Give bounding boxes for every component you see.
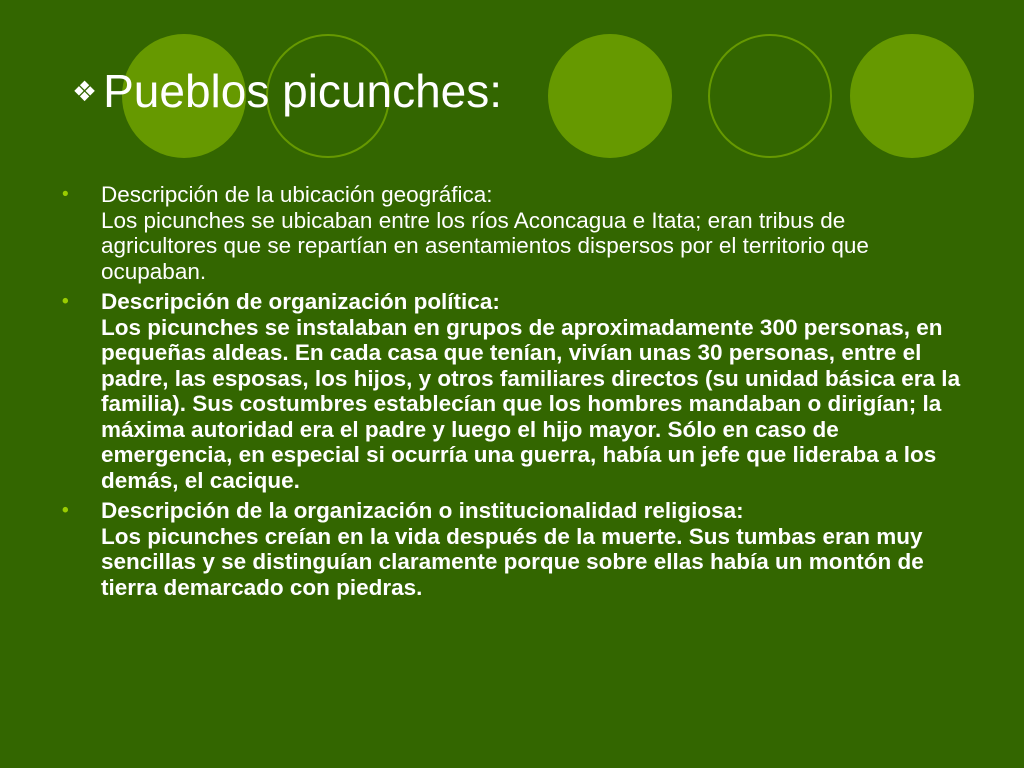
list-item [62, 498, 967, 600]
list-item [62, 182, 967, 284]
decorative-circle-outline [708, 34, 832, 158]
item-body: Los picunches creían en la vida después de la muerte. Sus tumbas eran muy sencillas y se distinguían claramente porque sobre ellas había un montón de tierra demarcado con piedras. [101, 523, 924, 600]
list-item [62, 289, 967, 493]
list-item-text [101, 289, 967, 493]
item-body: Los picunches se instalaban en grupos de aproximadamente 300 personas, en pequeñas aldeas. En cada casa que tenían, vivían unas 30 personas, entre el padre, las esposas, los hijos, y otros familiares directos (su unidad básica era la familia). Sus costumbres establecían que los hombres mandaban o dirigían; la máxima autoridad era el padre y luego el hijo mayor. Sólo en caso de emergencia, en especial si ocurría una guerra, había un jefe que lideraba a los demás, el cacique. [101, 314, 961, 493]
slide-title-text: Pueblos picunches: [103, 65, 503, 117]
list-item-text [101, 182, 967, 284]
diamond-bullet-icon: ❖ [72, 76, 98, 107]
decorative-circle-filled [548, 34, 672, 158]
item-heading: Descripción de la organización o institucionalidad religiosa: [101, 498, 744, 523]
bullet-icon: • [62, 184, 69, 205]
bullet-icon: • [62, 500, 69, 521]
list-item-text [101, 498, 967, 600]
decorative-circle-filled [850, 34, 974, 158]
item-heading: Descripción de organización política: [101, 289, 500, 314]
slide-title [72, 66, 502, 117]
bullet-list [62, 182, 967, 605]
bullet-icon: • [62, 291, 69, 312]
item-body: Los picunches se ubicaban entre los ríos Aconcagua e Itata; eran tribus de agricultores que se repartían en asentamientos dispersos por el territorio que ocupaban. [101, 207, 869, 284]
item-heading: Descripción de la ubicación geográfica: [101, 182, 493, 207]
